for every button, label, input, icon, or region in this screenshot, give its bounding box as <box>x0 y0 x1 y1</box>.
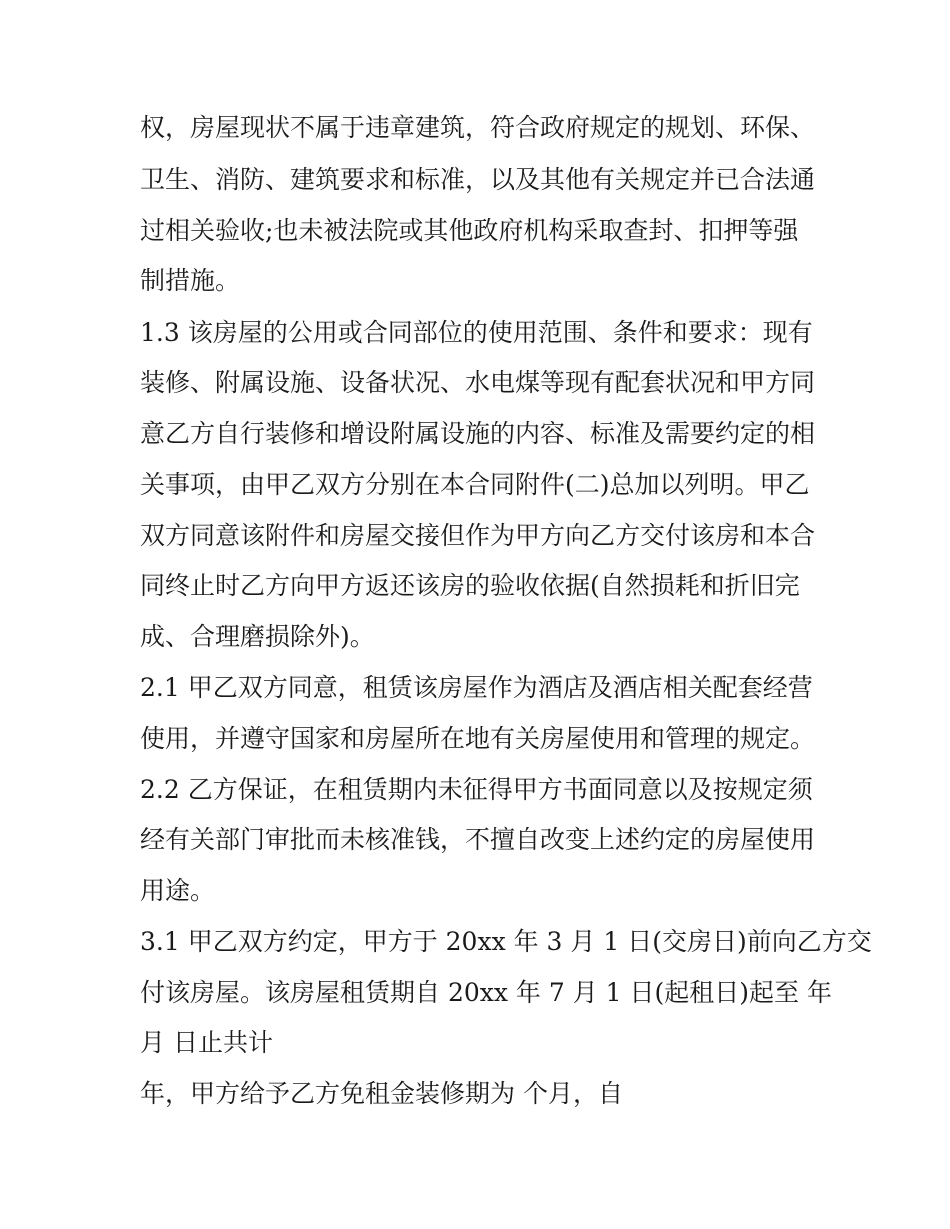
text-line: 2.2 乙方保证，在租赁期内未征得甲方书面同意以及按规定须 <box>140 775 813 804</box>
text-line: 使用，并遵守国家和房屋所在地有关房屋使用和管理的规定。 <box>140 724 816 753</box>
text-line: 月 日止共计 <box>140 1028 273 1057</box>
text-line: 2.1 甲乙双方同意，租赁该房屋作为酒店及酒店相关配套经营 <box>140 673 813 702</box>
text-line: 卫生、消防、建筑要求和标准，以及其他有关规定并已合法通 <box>140 165 816 194</box>
text-line: 用途。 <box>140 876 216 905</box>
text-line: 同终止时乙方向甲方返还该房的验收依据(自然损耗和折旧完 <box>140 571 800 600</box>
text-line: 年，甲方给予乙方免租金装修期为 个月，自 <box>140 1079 623 1108</box>
text-line: 双方同意该附件和房屋交接但作为甲方向乙方交付该房和本合 <box>140 521 816 550</box>
text-line: 意乙方自行装修和增设附属设施的内容、标准及需要约定的相 <box>140 419 816 448</box>
text-line: 1.3 该房屋的公用或合同部位的使用范围、条件和要求：现有 <box>140 318 813 347</box>
text-line: 3.1 甲乙双方约定，甲方于 20xx 年 3 月 1 日(交房日)前向乙方交 <box>140 927 872 956</box>
text-line: 制措施。 <box>140 266 241 295</box>
text-line: 成、合理磨损除外)。 <box>140 622 375 651</box>
text-line: 权，房屋现状不属于违章建筑，符合政府规定的规划、环保、 <box>140 113 816 142</box>
text-line: 过相关验收;也未被法院或其他政府机构采取查封、扣押等强 <box>140 216 799 245</box>
text-line: 关事项，由甲乙双方分别在本合同附件(二)总加以列明。甲乙 <box>140 470 810 499</box>
text-line: 付该房屋。该房屋租赁期自 20xx 年 7 月 1 日(起租日)起至 年 <box>140 978 832 1007</box>
text-line: 装修、附属设施、设备状况、水电煤等现有配套状况和甲方同 <box>140 368 816 397</box>
text-line: 经有关部门审批而未核准钱，不擅自改变上述约定的房屋使用 <box>140 825 816 854</box>
